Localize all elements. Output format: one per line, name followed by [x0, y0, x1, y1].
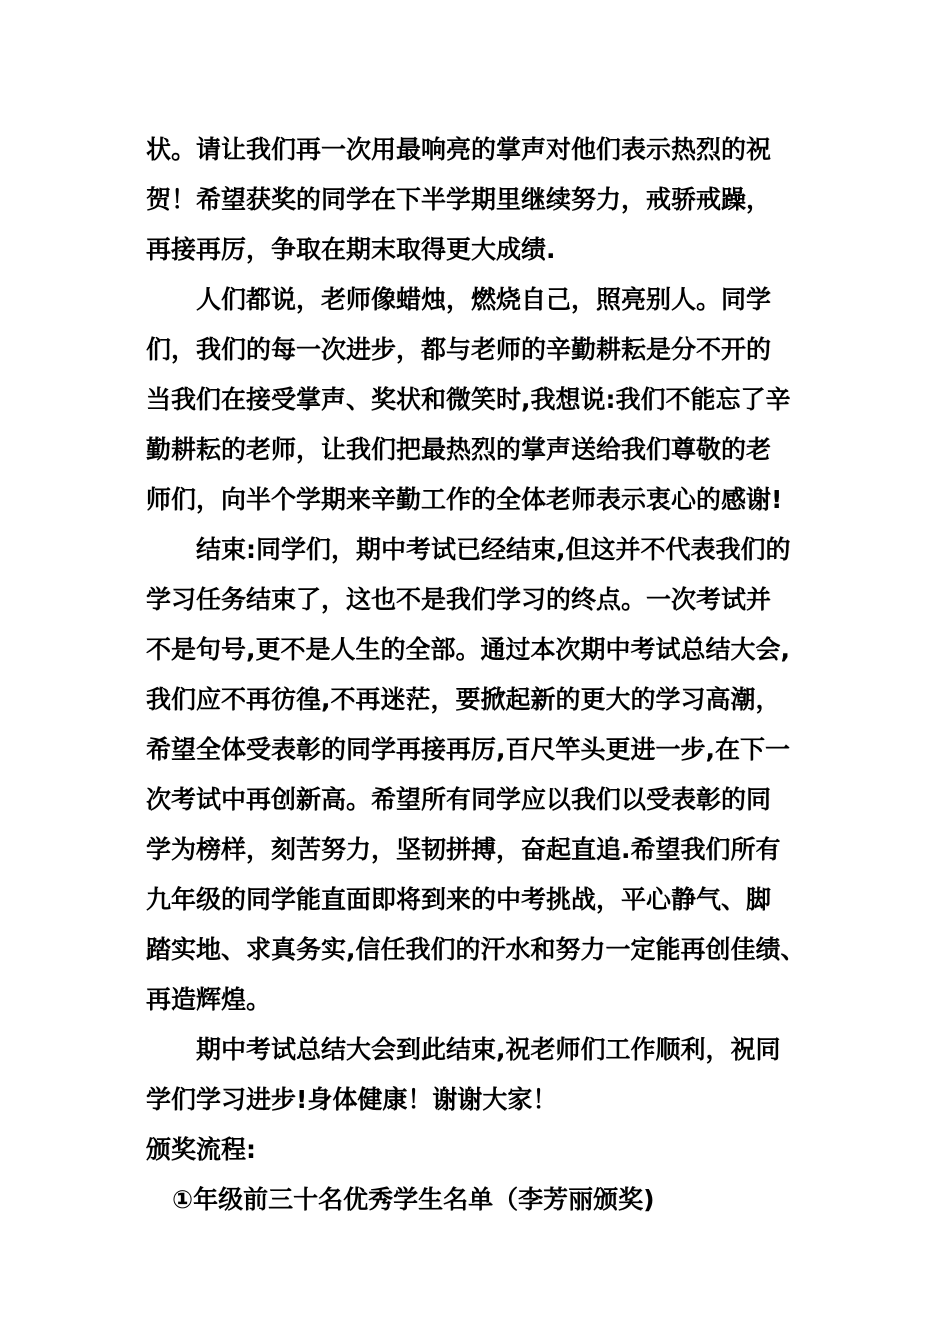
section-heading: 颁奖流程: [146, 1135, 256, 1164]
text-line: 勤耕耘的老师，让我们把最热烈的掌声送给我们尊敬的老 [146, 435, 772, 464]
text-line: 们，我们的每一次进步，都与老师的辛勤耕耘是分不开的 [146, 335, 772, 364]
text-line: 我们应不再彷徨,不再迷茫，要掀起新的更大的学习高潮， [146, 685, 781, 714]
text-line: 贺！希望获奖的同学在下半学期里继续努力，戒骄戒躁， [146, 185, 772, 214]
paragraph-start-line: 人们都说，老师像蜡烛，燃烧自己，照亮别人。同学 [196, 285, 772, 314]
text-line: 学习任务结束了，这也不是我们学习的终点。一次考试并 [146, 585, 772, 614]
text-line: 次考试中再创新高。希望所有同学应以我们以受表彰的同 [146, 785, 772, 814]
list-item: ①年级前三十名优秀学生名单（李芳丽颁奖) [172, 1185, 655, 1214]
paragraph-start-line: 期中考试总结大会到此结束,祝老师们工作顺利，祝同 [196, 1035, 781, 1064]
text-line: 踏实地、求真务实,信任我们的汗水和努力一定能再创佳绩、 [146, 935, 806, 964]
text-line: 状。请让我们再一次用最响亮的掌声对他们表示热烈的祝 [146, 135, 772, 164]
text-line: 不是句号,更不是人生的全部。通过本次期中考试总结大会, [146, 635, 790, 664]
paragraph-start-line: 结束:同学们，期中考试已经结束,但这并不代表我们的 [196, 535, 791, 564]
text-line: 再接再厉，争取在期末取得更大成绩. [146, 235, 556, 264]
text-line: 当我们在接受掌声、奖状和微笑时,我想说:我们不能忘了辛 [146, 385, 791, 414]
text-line: 九年级的同学能直面即将到来的中考挑战，平心静气、脚 [146, 885, 772, 914]
text-line: 学为榜样，刻苦努力，坚韧拼搏，奋起直追.希望我们所有 [146, 835, 781, 864]
text-line: 再造辉煌。 [146, 985, 272, 1014]
text-line: 希望全体受表彰的同学再接再厉,百尺竿头更进一步,在下一 [146, 735, 790, 764]
text-line: 师们，向半个学期来辛勤工作的全体老师表示衷心的感谢! [146, 485, 783, 514]
text-line: 学们学习进步!身体健康！谢谢大家！ [146, 1085, 558, 1114]
